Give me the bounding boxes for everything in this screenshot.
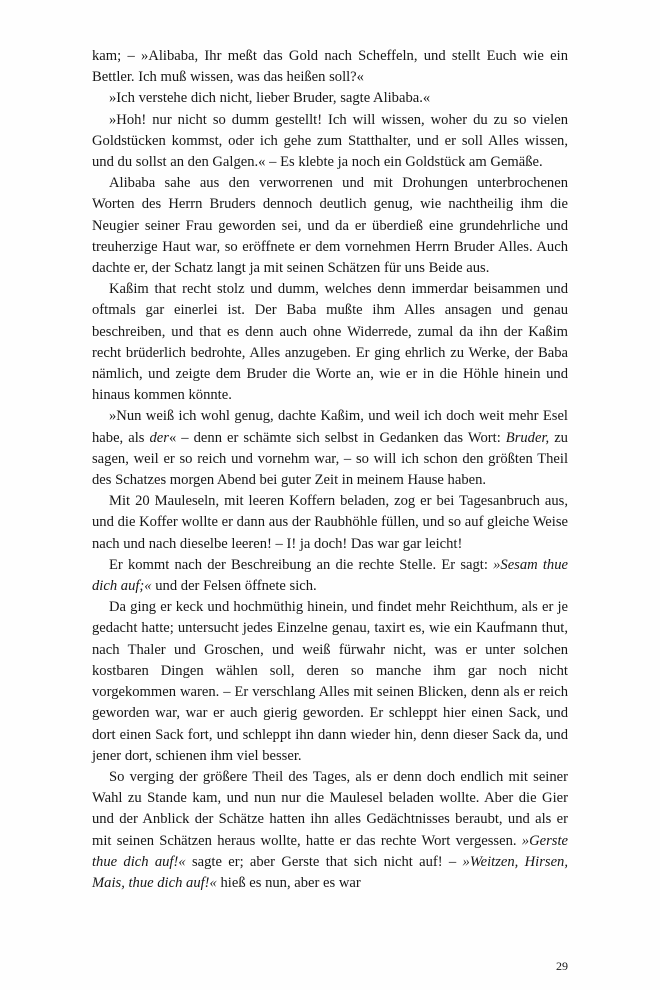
italic-text-segment: »Weitzen, Hirsen, Mais, thue dich auf!« [92,853,569,891]
paragraph [92,88,568,109]
text-segment: So verging der größere Theil des Tages, als er denn doch endlich mit seiner Wahl zu Stande kam, und nun nur die Maulesel beladen wollte. Aber die Gier und der Anblick der Schätze hatten ihn alles Gedächtnisses beraubt, und als er mit seinen Schätzen heraus wollte, hatte er das rechte Wort vergessen. [92,768,568,849]
text-segment: sagte er; aber Gerste that sich nicht auf! – [185,853,463,870]
page-text [92,46,568,894]
italic-text-segment: Bruder, [505,429,550,446]
paragraph [92,491,568,555]
text-segment: und der Felsen öffnete sich. [151,578,317,595]
italic-text-segment: »Gerste thue dich auf!« [92,832,568,870]
paragraph [92,406,568,491]
paragraph [92,597,568,767]
text-segment: Er kommt nach der Beschreibung an die rechte Stelle. Er sagt: [109,556,494,573]
page-number: 29 [556,959,568,973]
text-segment: »Hoh! nur nicht so dumm gestellt! Ich will wissen, woher du zu so vielen Goldstücken kommst, oder ich gehe zum Statthalter, und er soll Alles wissen, und du sollst an den Galgen.« – Es klebte ja noch ein Goldstück am Gemäße. [92,111,568,171]
paragraph [92,555,568,597]
italic-text-segment: der [149,429,169,446]
paragraph [92,46,568,88]
text-segment: Mit 20 Mauleseln, mit leeren Koffern beladen, zog er bei Tagesanbruch aus, und die Koffer wollte er dann aus der Raubhöhle füllen, und so auf gleiche Weise nach und nach dieselbe leeren! – I! ja doch! Das war gar leicht! [92,493,568,552]
paragraph [92,110,568,174]
paragraph [92,279,568,406]
text-segment: Da ging er keck und hochmüthig hinein, und findet mehr Reichthum, als er je gedacht hatte; untersucht jedes Einzelne genau, taxirt es, wie ein Kaufmann thut, nach Thaler und Groschen, und weiß fürwahr nicht, was er unter solchen kostbaren Dingen wählen soll, deren so manche ihm gar noch nicht vorgekommen waren. – Er verschlang Alles mit seinen Blicken, denn als er reich geworden war, war er auch gierig geworden. Er schleppt hier einen Sack, und dort einen Sack fort, und schleppt ihn dann wieder hin, denn dieser Sack da, und jener dort, schienen ihm viel besser. [92,599,568,764]
text-segment: kam; – »Alibaba, Ihr meßt das Gold nach Scheffeln, und stellt Euch wie ein Bettler. Ich muß wissen, was das heißen soll?« [92,48,568,86]
text-segment: »Ich verstehe dich nicht, lieber Bruder, sagte Alibaba.« [109,90,431,107]
text-segment: »Nun weiß ich wohl genug, dachte Kaßim, und weil ich doch weit mehr Esel habe, als [92,408,568,446]
text-segment: hieß es nun, aber es war [216,874,361,891]
paragraph [92,173,568,279]
italic-text-segment: »Sesam thue dich auf;« [92,556,568,595]
text-segment: zu sagen, weil er so reich und vornehm war, – so will ich schon den größten Theil des Schatzes morgen Abend bei guter Zeit in meinem Hause haben. [92,429,568,489]
paragraph [92,767,568,894]
text-segment: Alibaba sahe aus den verworrenen und mit Drohungen unterbrochenen Worten des Herrn Bruders dennoch deutlich genug, wie nachtheilig ihm die Neugier seiner Frau geworden sei, und da er überdieß eine grundehrliche und treuherzige Haut war, so eröffnete er dem vornehmen Herrn Bruder Alles. Auch dachte er, der Schatz langt ja mit seinen Schätzen für uns Beide aus. [92,175,568,277]
text-segment: Kaßim that recht stolz und dumm, welches denn immerdar beisammen und oftmals gar einerlei ist. Der Baba mußte ihm Alles ansagen und genau beschreiben, und that es denn auch ohne Widerrede, zumal da ihn der Kaßim recht brüderlich bedrohte, Alles anzugeben. Er ging ehrlich zu Werke, der Baba nämlich, und zeigte dem Bruder die Worte an, wie er in die Höhle hinein und hinaus kommen könnte. [92,281,568,404]
text-segment: « – denn er schämte sich selbst in Gedanken das Wort: [168,429,506,446]
